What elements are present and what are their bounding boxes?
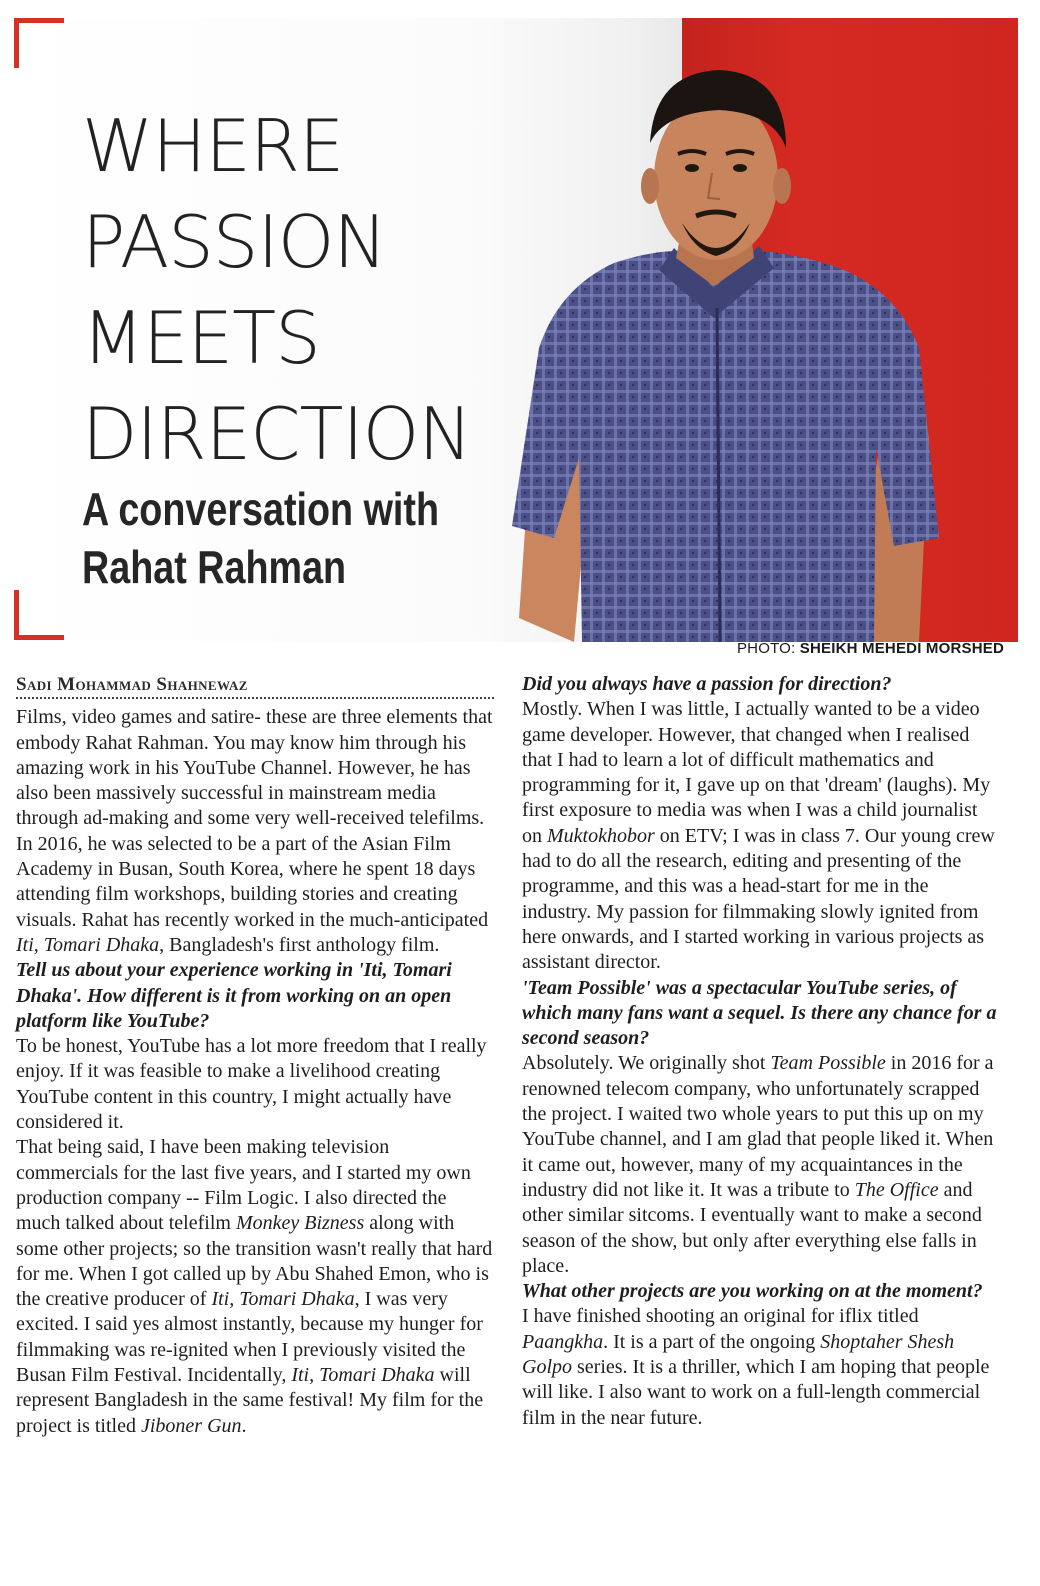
show-title: Muktokhobor bbox=[547, 824, 655, 847]
article-column-left bbox=[16, 672, 494, 1439]
head bbox=[654, 96, 778, 260]
subheadline-line: A conversation with bbox=[82, 483, 440, 535]
headline-line: DIRECTION bbox=[82, 392, 472, 476]
hero-photo bbox=[14, 18, 1018, 642]
film-title: Paangkha bbox=[522, 1330, 604, 1353]
question: 'Team Possible' was a spectacular YouTube series, of which many fans want a sequel. Is there any chance for a second season? bbox=[522, 976, 997, 1050]
subheadline bbox=[82, 480, 440, 596]
film-title: Jiboner Gun bbox=[140, 1414, 242, 1437]
corner-bracket-top bbox=[14, 18, 19, 68]
headline-line: MEETS bbox=[82, 296, 320, 380]
photo-credit-label: PHOTO: bbox=[736, 640, 796, 657]
subheadline-line: Rahat Rahman bbox=[82, 541, 347, 593]
film-title: Monkey Bizness bbox=[235, 1212, 365, 1235]
answer-paragraph: To be honest, YouTube has a lot more freedom that I really enjoy. If it was feasible to make a livelihood creating YouTube content in this country, I might actually have considered it. bbox=[16, 1035, 487, 1134]
intro-paragraph: Films, video games and satire- these are three elements that embody Rahat Rahman. You may know him through his amazing work in his YouTube Channel. However, he has also been massively successful in mainstream media through ad-making and some very well-received telefilms. In 2016, he was selected to be a part of the Asian Film Academy in Busan, South Korea, where he spent 18 days attending film workshops, building stories and creating visuals. Rahat has recently worked in the much-anticipated Iti, Tomari Dhaka, Bangladesh's first anthology film. bbox=[16, 706, 493, 956]
question: Did you always have a passion for direction? bbox=[522, 673, 892, 695]
film-title: Iti, Tomari Dhaka bbox=[16, 933, 160, 956]
answer-paragraph: Absolutely. We originally shot Team Possible in 2016 for a renowned telecom company, who unfortunately scrapped the project. I waited two whole years to put this up on my YouTube channel, and I am glad that people liked it. When it came out, however, many of my acquaintances in the industry did not like it. It was a tribute to The Office and other similar sitcoms. I eventually want to make a second season of the show, but only after everything else falls in place. bbox=[522, 1052, 994, 1277]
answer-paragraph: That being said, I have been making television commercials for the last five years, and I started my own production company -- Film Logic. I also directed the much talked about telefilm Monkey Bizness along with some other projects; so the transition wasn't really that hard for me. When I got called up by Abu Shahed Emon, who is the creative producer of Iti, Tomari Dhaka, I was very excited. I said yes almost instantly, because my hunger for filmmaking was re-ignited when I previously visited the Busan Film Festival. Incidentally, Iti, Tomari Dhaka will represent Bangladesh in the same festival! My film for the project is titled Jiboner Gun. bbox=[16, 1136, 493, 1437]
answer-paragraph: I have finished shooting an original for iflix titled Paangkha. It is a part of the ongoing Shoptaher Shesh Golpo series. It is a thriller, which I am hoping that people will like. I also want to work on a full-length commercial film in the near future. bbox=[522, 1305, 990, 1429]
article-column-right bbox=[522, 672, 1002, 1431]
headline-line: WHERE bbox=[82, 104, 344, 188]
corner-bracket-bottom bbox=[14, 635, 64, 640]
headline-line: PASSION bbox=[82, 200, 387, 284]
question: Tell us about your experience working in 'Iti, Tomari Dhaka'. How different is it from working on an open platform like YouTube? bbox=[16, 959, 452, 1032]
question: What other projects are you working on at the moment? bbox=[522, 1280, 983, 1303]
film-title: Iti, Tomari Dhaka bbox=[291, 1364, 435, 1387]
corner-bracket-top bbox=[14, 18, 64, 23]
photo-credit bbox=[737, 640, 1004, 657]
headline bbox=[82, 98, 522, 482]
series-title: Shoptaher Shesh Golpo bbox=[522, 1330, 955, 1379]
byline-divider bbox=[16, 697, 494, 699]
film-title: Iti, Tomari Dhaka bbox=[211, 1288, 355, 1311]
answer-paragraph: Mostly. When I was little, I actually wanted to be a video game developer. However, that changed when I realised that I had to learn a lot of difficult mathematics and programming for it, I gave up on that 'dream' (laughs). My first exposure to media was when I was a child journalist on Muktokhobor on ETV; I was in class 7. Our young crew had to do all the research, editing and presenting of the programme, and this was a head-start for me in the industry. My passion for filmmaking slowly ignited from here onwards, and I started working in various projects as assistant director. bbox=[522, 698, 995, 974]
show-title: Team Possible bbox=[770, 1052, 886, 1075]
show-title: The Office bbox=[854, 1178, 939, 1201]
byline: Sadi Mohammad Shahnewaz bbox=[16, 674, 248, 695]
photo-credit-name: SHEIKH MEHEDI MORSHED bbox=[799, 640, 1004, 657]
corner-bracket-bottom bbox=[14, 590, 19, 640]
